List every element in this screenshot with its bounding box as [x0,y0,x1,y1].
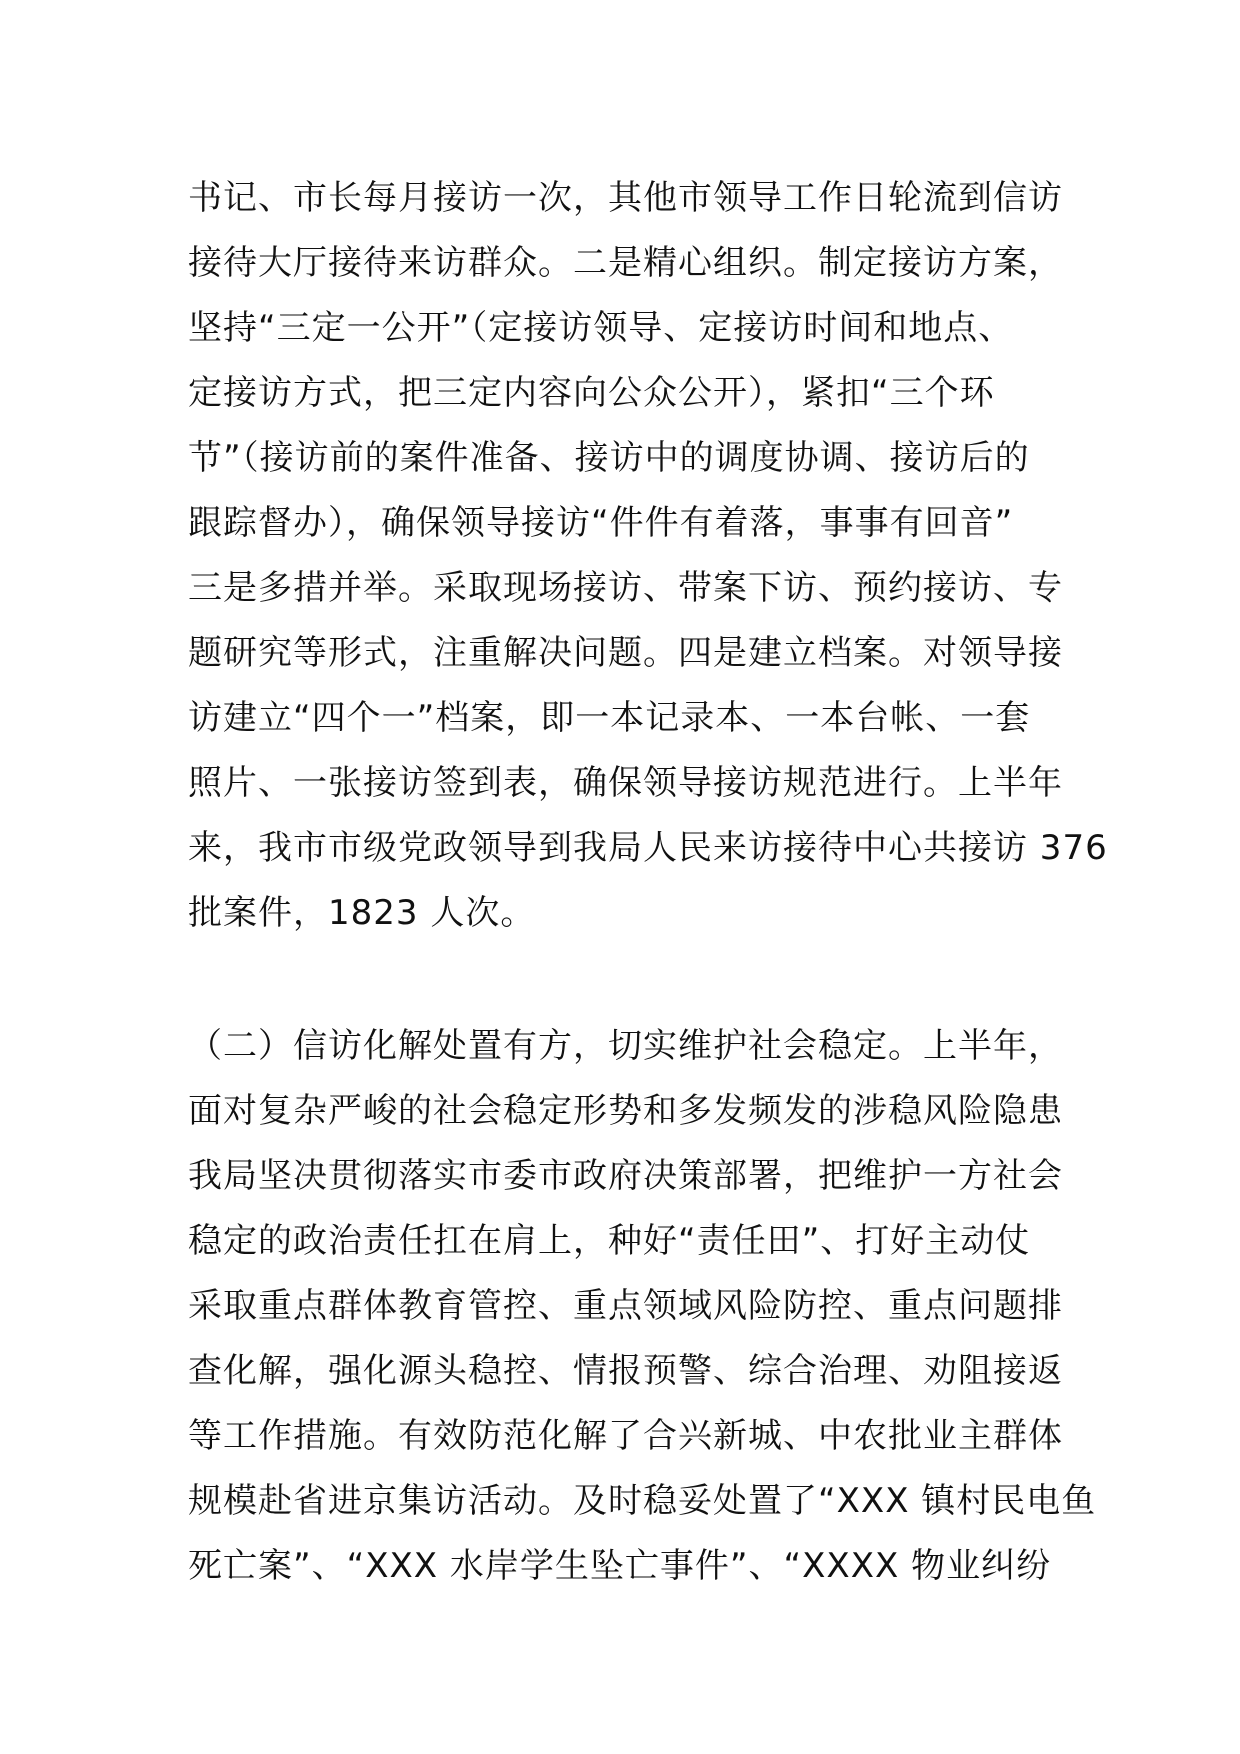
paragraph-line: 规模赴省进京集访活动。及时稳妥处置了“XXX 镇村民电鱼 [188,1481,1097,1521]
paragraph-line: 批案件，1823 人次。 [188,893,536,933]
paragraph-line: 采取重点群体教育管控、重点领域风险防控、重点问题排 [188,1286,1063,1326]
paragraph-line: 节”（接访前的案件准备、接访中的调度协调、接访后的 [188,438,1030,478]
paragraph-line: 来，我市市级党政领导到我局人民来访接待中心共接访 376 [188,828,1108,868]
paragraph-line: 等工作措施。有效防范化解了合兴新城、中农批业主群体 [188,1416,1063,1456]
paragraph-line: 定接访方式，把三定内容向公众公开），紧扣“三个环 [188,373,995,413]
paragraph-line: 面对复杂严峻的社会稳定形势和多发频发的涉稳风险隐患 [188,1091,1063,1131]
paragraph-line: 死亡案”、“XXX 水岸学生坠亡事件”、“XXXX 物业纠纷 [188,1546,1052,1586]
paragraph-line: 访建立“四个一”档案，即一本记录本、一本台帐、一套 [188,698,1031,738]
section-heading-line: （二）信访化解处置有方，切实维护社会稳定。上半年， [188,1026,1063,1066]
paragraph-line: 接待大厅接待来访群众。二是精心组织。制定接访方案， [188,243,1063,283]
paragraph-2 [188,1014,1097,1599]
paragraph-line: 题研究等形式，注重解决问题。四是建立档案。对领导接 [188,633,1063,673]
paragraph-line: 三是多措并举。采取现场接访、带案下访、预约接访、专 [188,568,1063,608]
paragraph-line: 稳定的政治责任扛在肩上，种好“责任田”、打好主动仗 [188,1221,1031,1261]
paragraph-line: 书记、市长每月接访一次，其他市领导工作日轮流到信访 [188,178,1063,218]
paragraph-line: 照片、一张接访签到表，确保领导接访规范进行。上半年 [188,763,1063,803]
paragraph-1 [188,166,1108,946]
paragraph-line: 我局坚决贯彻落实市委市政府决策部署，把维护一方社会 [188,1156,1063,1196]
paragraph-line: 查化解，强化源头稳控、情报预警、综合治理、劝阻接返 [188,1351,1063,1391]
paragraph-line: 坚持“三定一公开”（定接访领导、定接访时间和地点、 [188,308,1014,348]
paragraph-line: 跟踪督办），确保领导接访“件件有着落，事事有回音” [188,503,1014,543]
